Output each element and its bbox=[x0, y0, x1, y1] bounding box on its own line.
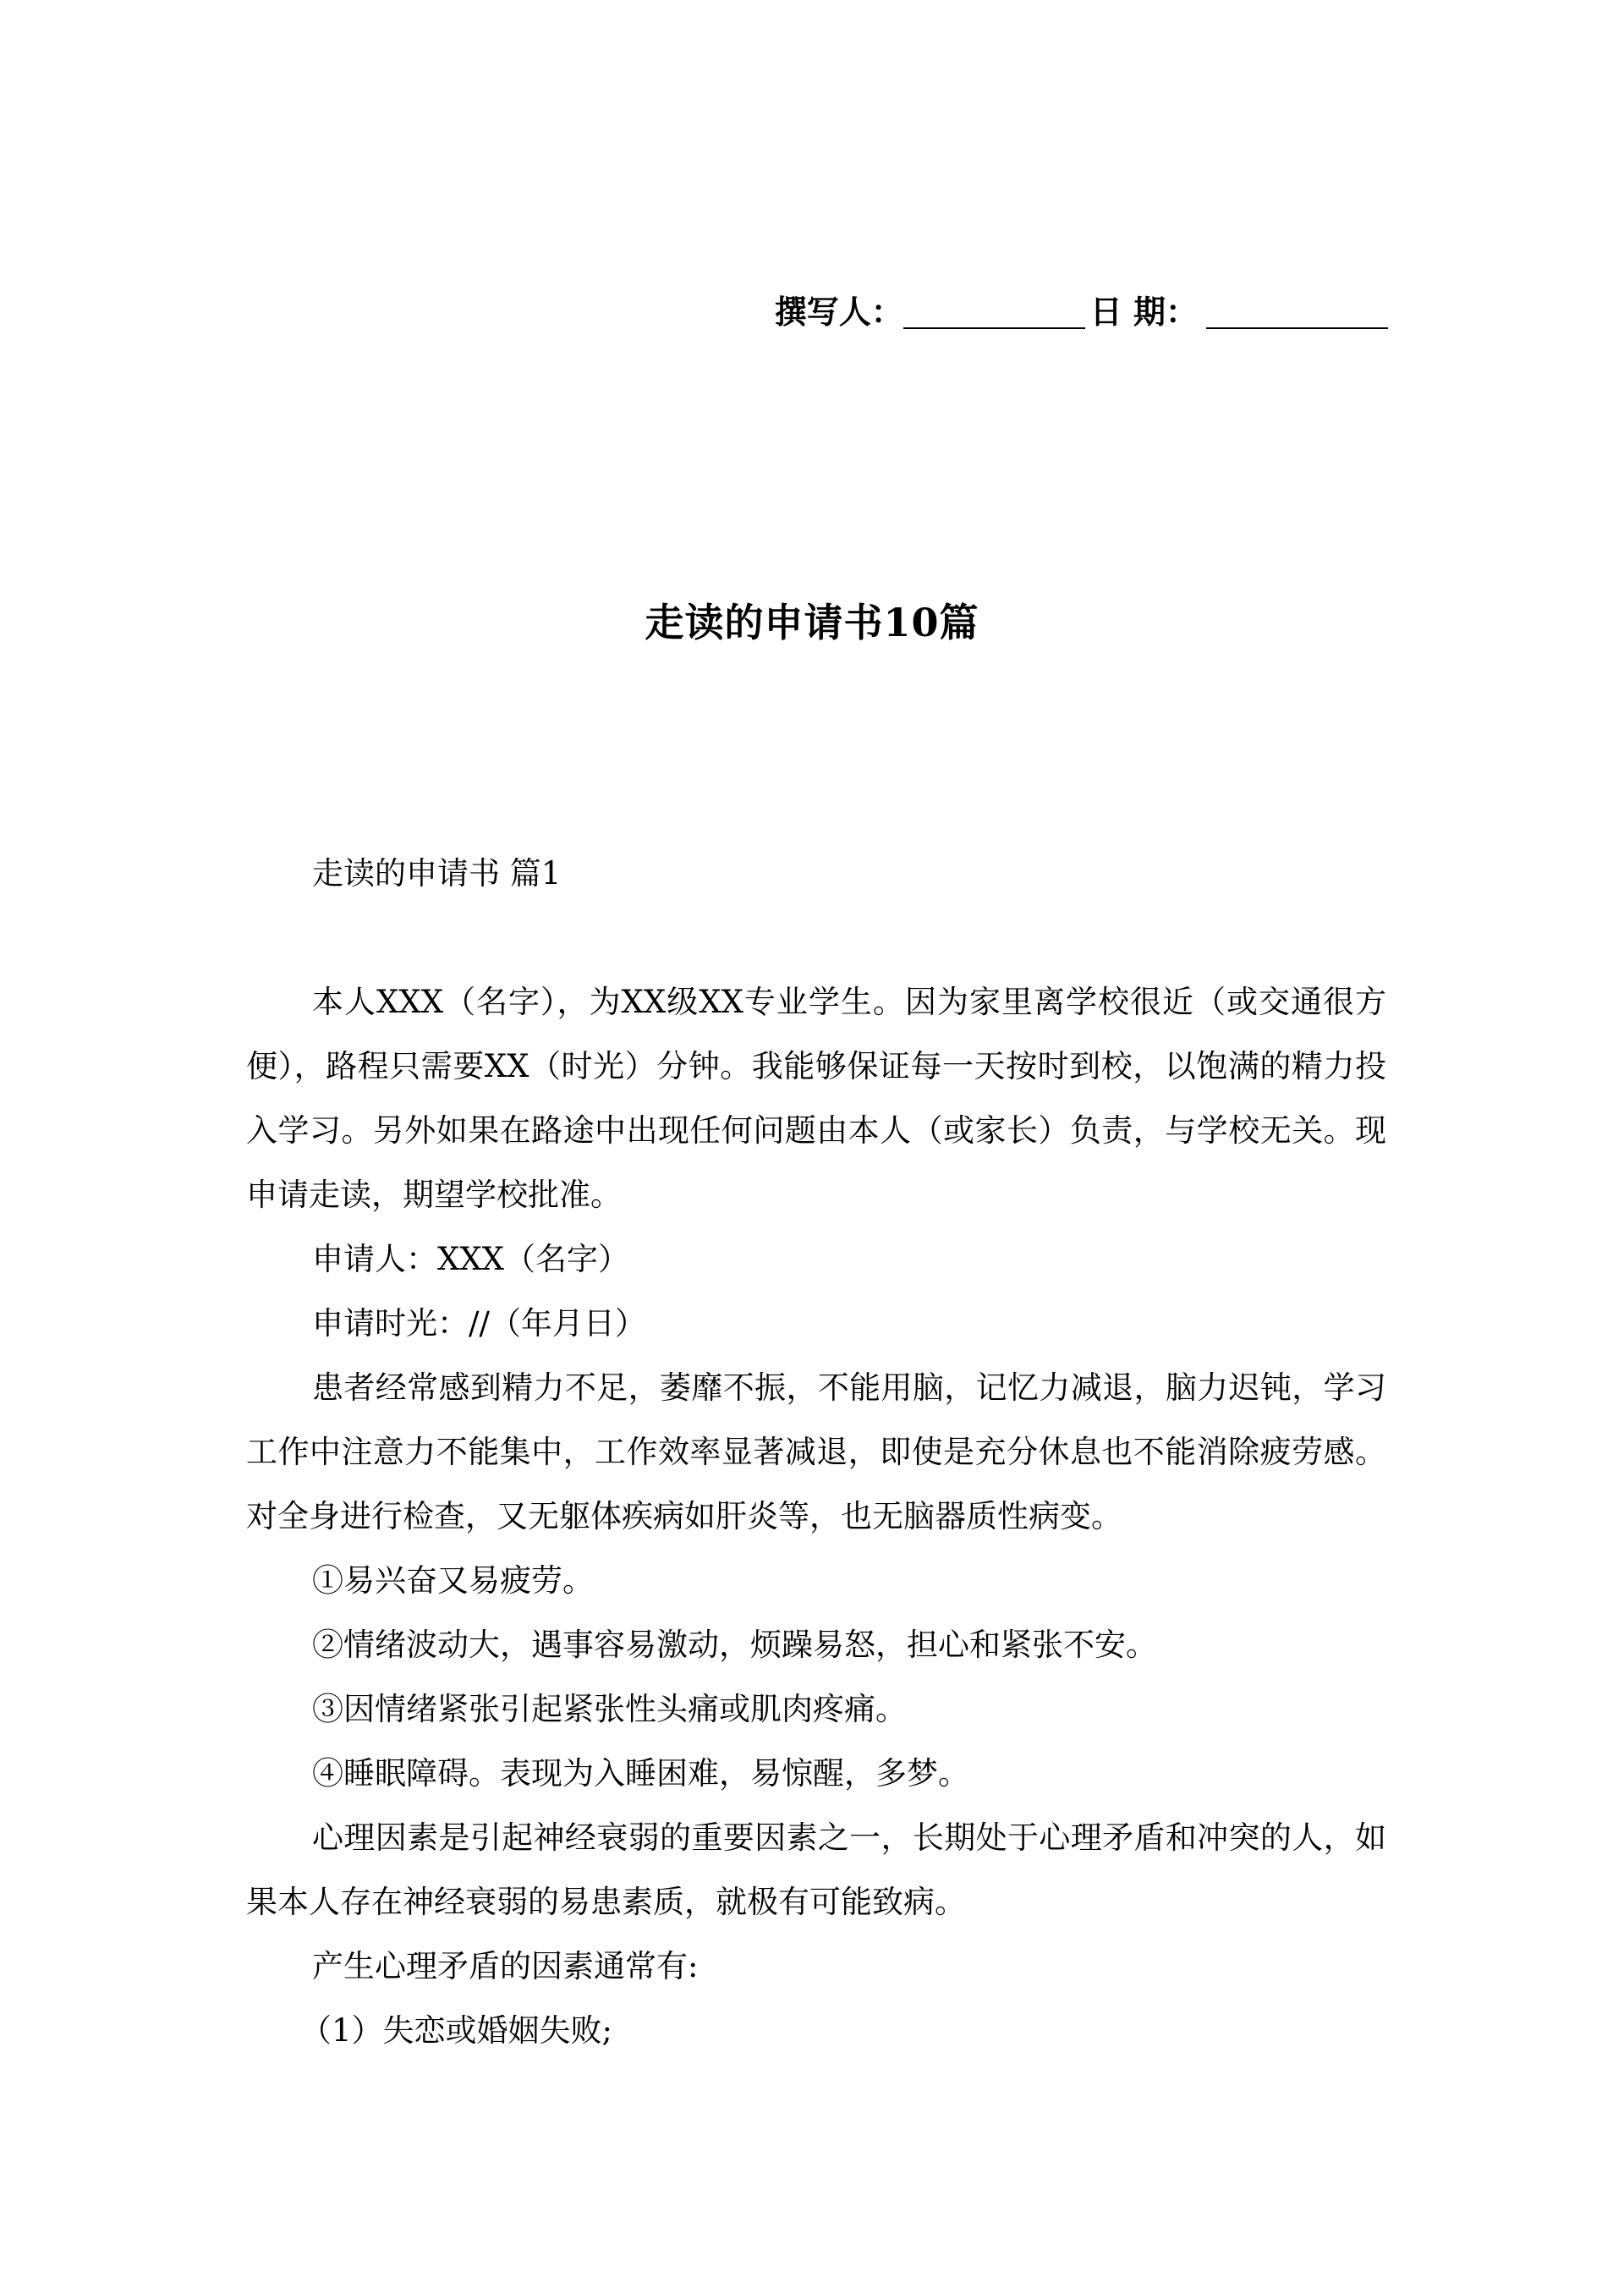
paragraph: 心理因素是引起神经衰弱的重要因素之一，长期处于心理矛盾和冲突的人，如果本人存在神经衰弱的易患素质，就极有可能致病。 bbox=[246, 1819, 1386, 1920]
paragraph: ②情绪波动大，遇事容易激动，烦躁易怒，担心和紧张不安。 bbox=[312, 1627, 1157, 1663]
paragraph: 申请人：XXX（名字） bbox=[312, 1241, 630, 1277]
date-label: 日 期： bbox=[1089, 293, 1198, 331]
paragraph: ④睡眠障碍。表现为入睡困难，易惊醒，多梦。 bbox=[312, 1755, 969, 1792]
document-body bbox=[246, 842, 1386, 2063]
paragraph: ③因情绪紧张引起紧张性头痛或肌肉疼痛。 bbox=[312, 1691, 907, 1727]
paragraph: ①易兴奋又易疲劳。 bbox=[312, 1562, 594, 1599]
list-item: （1）失恋或婚姻失败; bbox=[300, 2012, 613, 2049]
paragraph: 申请时光：//（年月日） bbox=[312, 1305, 646, 1342]
author-label: 撰写人： bbox=[774, 293, 903, 331]
document-title: 走读的申请书10篇 bbox=[645, 600, 979, 645]
paragraph: 产生心理矛盾的因素通常有: bbox=[312, 1948, 699, 1984]
paragraph: 患者经常感到精力不足，萎靡不振，不能用脑，记忆力减退，脑力迟钝，学习工作中注意力不能集中，工作效率显著减退，即使是充分休息也不能消除疲劳感。对全身进行检查，又无躯体疾病如肝炎等，也无脑器质性病变。 bbox=[246, 1369, 1386, 1534]
section-heading: 走读的申请书 篇1 bbox=[312, 855, 562, 892]
author-date-line bbox=[775, 286, 1388, 332]
author-blank bbox=[903, 302, 1085, 329]
paragraph: 本人XXX（名字），为XX级XX专业学生。因为家里离学校很近（或交通很方便），路程只需要XX（时光）分钟。我能够保证每一天按时到校，以饱满的精力投入学习。另外如果在路途中出现任何问题由本人（或家长）负责，与学校无关。现申请走读，期望学校批准。 bbox=[246, 984, 1386, 1213]
date-blank bbox=[1206, 302, 1388, 329]
